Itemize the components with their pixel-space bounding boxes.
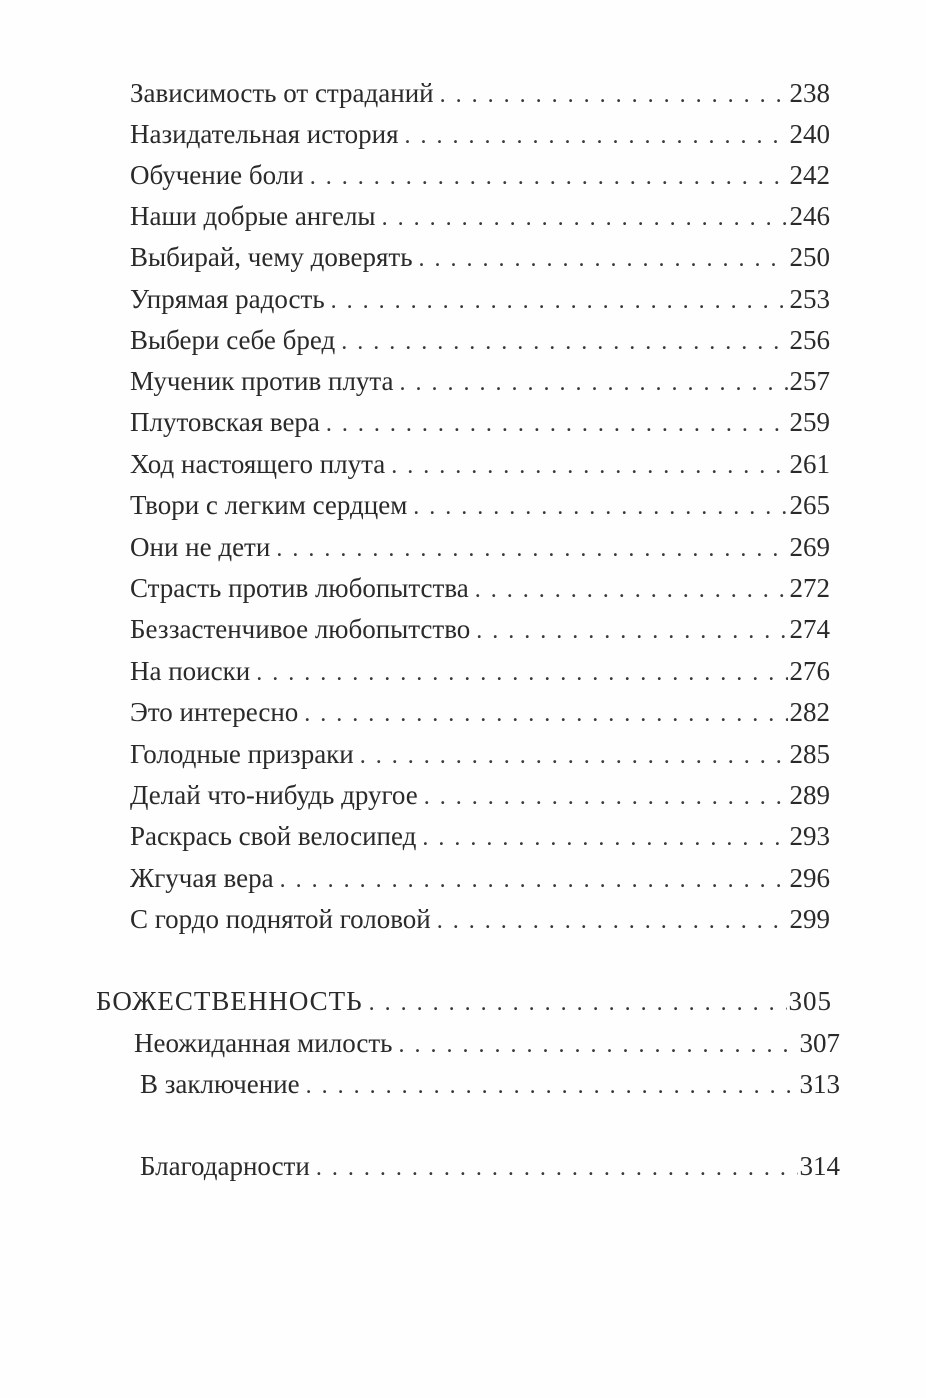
toc-entry-page: 314 (799, 1151, 840, 1181)
toc-entry[interactable] (130, 571, 830, 607)
toc-entry-title: На поиски (130, 656, 251, 686)
dot-leader (398, 1028, 797, 1062)
toc-entry[interactable] (130, 861, 830, 897)
dot-leader (256, 656, 787, 690)
toc-entry-page: 269 (789, 532, 830, 562)
dot-leader (391, 449, 787, 483)
dot-leader (326, 407, 788, 441)
toc-entry-title: Обучение боли (130, 160, 304, 190)
toc-entry-page: 272 (789, 573, 830, 603)
toc-entry-title: Беззастенчивое любопытство (130, 614, 471, 644)
toc-entry-title: Раскрась свой велосипед (130, 821, 417, 851)
toc-entry-page: 261 (789, 449, 830, 479)
dot-leader (437, 904, 788, 938)
dot-leader (310, 160, 788, 194)
toc-entry-title: Упрямая радость (130, 284, 325, 314)
toc-entry-title: Наши добрые ангелы (130, 201, 376, 231)
dot-leader (341, 325, 787, 359)
toc-entry[interactable] (130, 902, 830, 938)
dot-leader (360, 739, 788, 773)
toc-entry-page: 274 (789, 614, 830, 644)
toc-entry[interactable] (130, 76, 830, 112)
toc-entry[interactable] (130, 447, 830, 483)
toc-entry-page: 257 (789, 366, 830, 396)
toc-entry[interactable] (130, 282, 830, 318)
toc-entry[interactable] (130, 158, 830, 194)
toc-entry-title: Выбери себе бред (130, 325, 336, 355)
toc-entry[interactable] (130, 530, 830, 566)
toc-entry-page: 296 (789, 863, 830, 893)
toc-entry-title: Зависимость от страданий (130, 78, 434, 108)
toc-entry-page: 285 (789, 739, 830, 769)
dot-leader (304, 697, 787, 731)
toc-entry-title: Они не дети (130, 532, 271, 562)
toc-section-title: БОЖЕСТВЕННОСТЬ (96, 986, 363, 1016)
toc-entry[interactable] (130, 612, 830, 648)
toc-entry[interactable] (130, 654, 830, 690)
dot-leader (424, 780, 788, 814)
toc-entry[interactable] (140, 1067, 840, 1103)
toc-entry-page: 313 (799, 1069, 840, 1099)
toc-entry-acknowledgements[interactable] (140, 1149, 840, 1185)
toc-entry-title: Мученик против плута (130, 366, 394, 396)
toc-entry[interactable] (130, 695, 830, 731)
toc-entry-title: Неожиданная милость (134, 1028, 393, 1058)
toc-entry-title: Это интересно (130, 697, 299, 727)
toc-entry-page: 246 (789, 201, 830, 231)
toc-entry[interactable] (130, 819, 830, 855)
toc-entry-page: 289 (789, 780, 830, 810)
toc-section-page: 305 (788, 986, 832, 1016)
dot-leader (331, 284, 788, 318)
toc-entry-page: 253 (789, 284, 830, 314)
toc-entry-title: В заключение (140, 1069, 300, 1099)
dot-leader (306, 1069, 798, 1103)
toc-entry-title: С гордо поднятой головой (130, 904, 431, 934)
toc-entry-title: Благодарности (140, 1151, 310, 1181)
toc-entry-page: 242 (789, 160, 830, 190)
dot-leader (476, 614, 787, 648)
dot-leader (475, 573, 788, 607)
dot-leader (405, 119, 788, 153)
toc-entry-page: 276 (789, 656, 830, 686)
toc-entry-page: 282 (789, 697, 830, 727)
dot-leader (280, 863, 788, 897)
toc-entry-title: Плутовская вера (130, 407, 320, 437)
toc-entry-page: 293 (789, 821, 830, 851)
dot-leader (440, 78, 788, 112)
toc-entry[interactable] (130, 199, 830, 235)
toc-entry-title: Твори с легким сердцем (130, 490, 408, 520)
toc-entry-title: Выбирай, чему доверять (130, 242, 413, 272)
toc-entry-page: 256 (789, 325, 830, 355)
toc-entry[interactable] (130, 117, 830, 153)
toc-entry-page: 250 (789, 242, 830, 272)
toc-entry-title: Голодные призраки (130, 739, 354, 769)
toc-entry-title: Ход настоящего плута (130, 449, 386, 479)
toc-entry[interactable] (130, 778, 830, 814)
toc-entry-page: 259 (789, 407, 830, 437)
toc-entry-title: Назидательная история (130, 119, 399, 149)
toc-entry-title: Делай что-нибудь другое (130, 780, 418, 810)
toc-entry-title: Жгучая вера (130, 863, 274, 893)
dot-leader (422, 821, 787, 855)
dot-leader (419, 242, 788, 276)
dot-leader (382, 201, 788, 235)
toc-section-heading[interactable] (96, 984, 832, 1020)
toc-entry-page: 265 (789, 490, 830, 520)
toc-entry[interactable] (130, 405, 830, 441)
toc-entry[interactable] (130, 737, 830, 773)
toc-entry[interactable] (130, 323, 830, 359)
toc-entry-page: 299 (789, 904, 830, 934)
toc-entry[interactable] (130, 240, 830, 276)
dot-leader (276, 532, 787, 566)
toc-entry-page: 307 (799, 1028, 840, 1058)
dot-leader (400, 366, 788, 400)
toc-entry[interactable] (134, 1026, 840, 1062)
dot-leader (369, 986, 787, 1020)
dot-leader (413, 490, 787, 524)
toc-entry[interactable] (130, 488, 830, 524)
toc-entry-page: 238 (789, 78, 830, 108)
toc-entry[interactable] (130, 364, 830, 400)
toc-entry-page: 240 (789, 119, 830, 149)
dot-leader (316, 1151, 798, 1185)
toc-entry-title: Страсть против любопытства (130, 573, 469, 603)
